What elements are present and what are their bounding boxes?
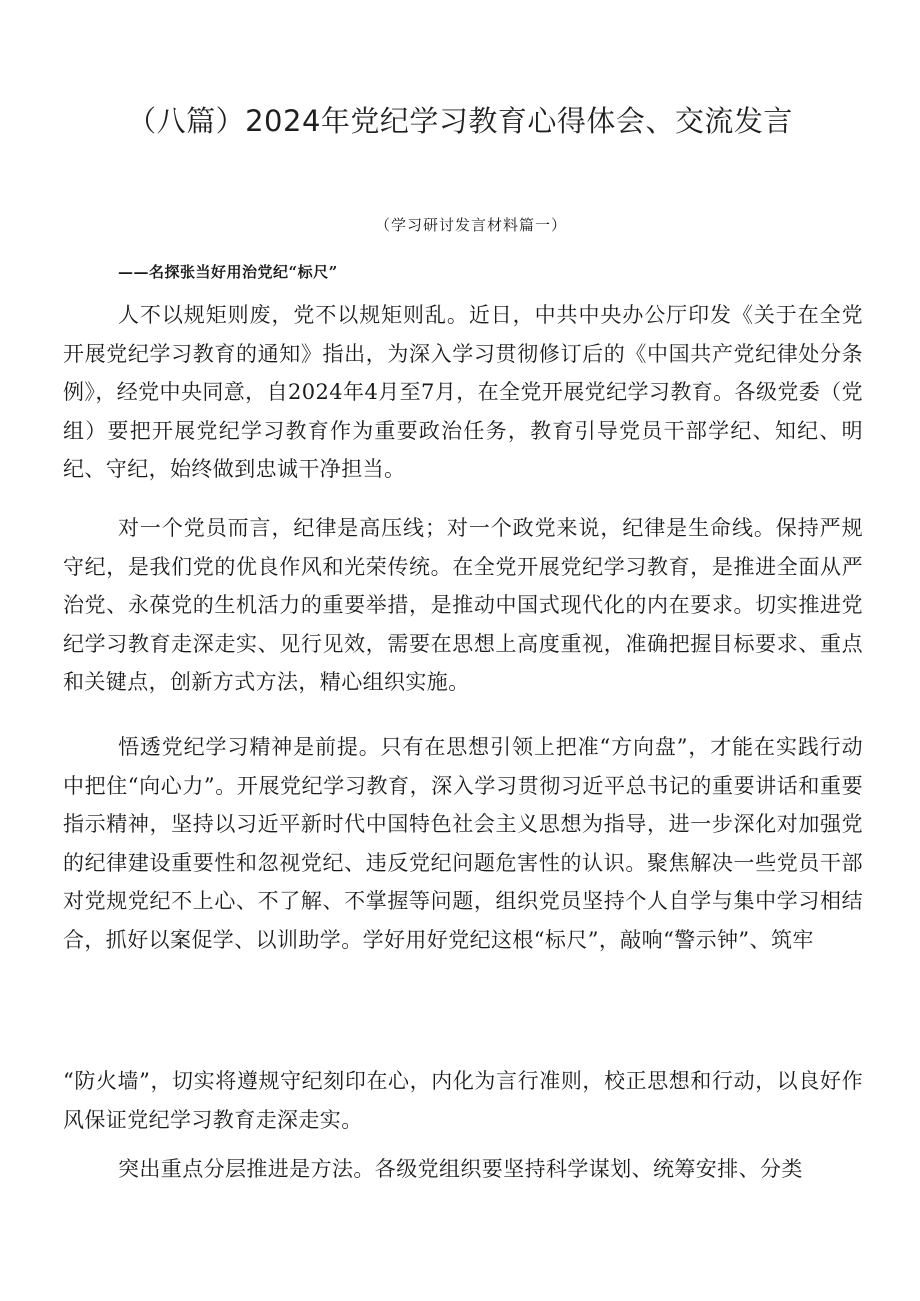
section-subtitle: ——名探张当好用治党纪“标尺” bbox=[118, 263, 338, 281]
section-label: （学习研讨发言材料篇一） bbox=[374, 216, 567, 234]
body-paragraph-1: 人不以规矩则废，党不以规矩则乱。近日，中共中央办公厅印发《关于在全党开展党纪学习教育的通知》指出，为深入学习贯彻修订后的《中国共产党纪律处分条例》，经党中央同意，自2024年4月至7月，在全党开展党纪学习教育。各级党委（党组）要把开展党纪学习教育作为重要政治任务，教育引导党员干部学纪、知纪、明纪、守纪，始终做到忠诚干净担当。 bbox=[63, 303, 863, 481]
body-paragraph-continuation: “防火墙”，切实将遵规守纪刻印在心，内化为言行准则，校正思想和行动，以良好作风保证党纪学习教育走深走实。 bbox=[63, 1069, 863, 1132]
body-paragraph-4: 突出重点分层推进是方法。各级党组织要坚持科学谋划、统筹安排、分类 bbox=[118, 1157, 803, 1181]
body-paragraph-3: 悟透党纪学习精神是前提。只有在思想引领上把准“方向盘”，才能在实践行动中把住“向心力”。开展党纪学习教育，深入学习贯彻习近平总书记的重要讲话和重要指示精神，坚持以习近平新时代中国特色社会主义思想为指导，进一步深化对加强党的纪律建设重要性和忽视党纪、违反党纪问题危害性的认识。聚焦解决一些党员干部对党规党纪不上心、不了解、不掌握等问题，组织党员坚持个人自学与集中学习相结合，抓好以案促学、以训助学。学好用好党纪这根“标尺”，敲响“警示钟”、筑牢 bbox=[63, 735, 863, 952]
body-paragraph-2: 对一个党员而言，纪律是高压线；对一个政党来说，纪律是生命线。保持严规守纪，是我们党的优良作风和光荣传统。在全党开展党纪学习教育，是推进全面从严治党、永葆党的生机活力的重要举措，是推动中国式现代化的内在要求。切实推进党纪学习教育走深走实、见行见效，需要在思想上高度重视，准确把握目标要求、重点和关键点，创新方式方法，精心组织实施。 bbox=[63, 516, 863, 694]
document-title: （八篇）2024年党纪学习教育心得体会、交流发言 bbox=[127, 104, 793, 138]
